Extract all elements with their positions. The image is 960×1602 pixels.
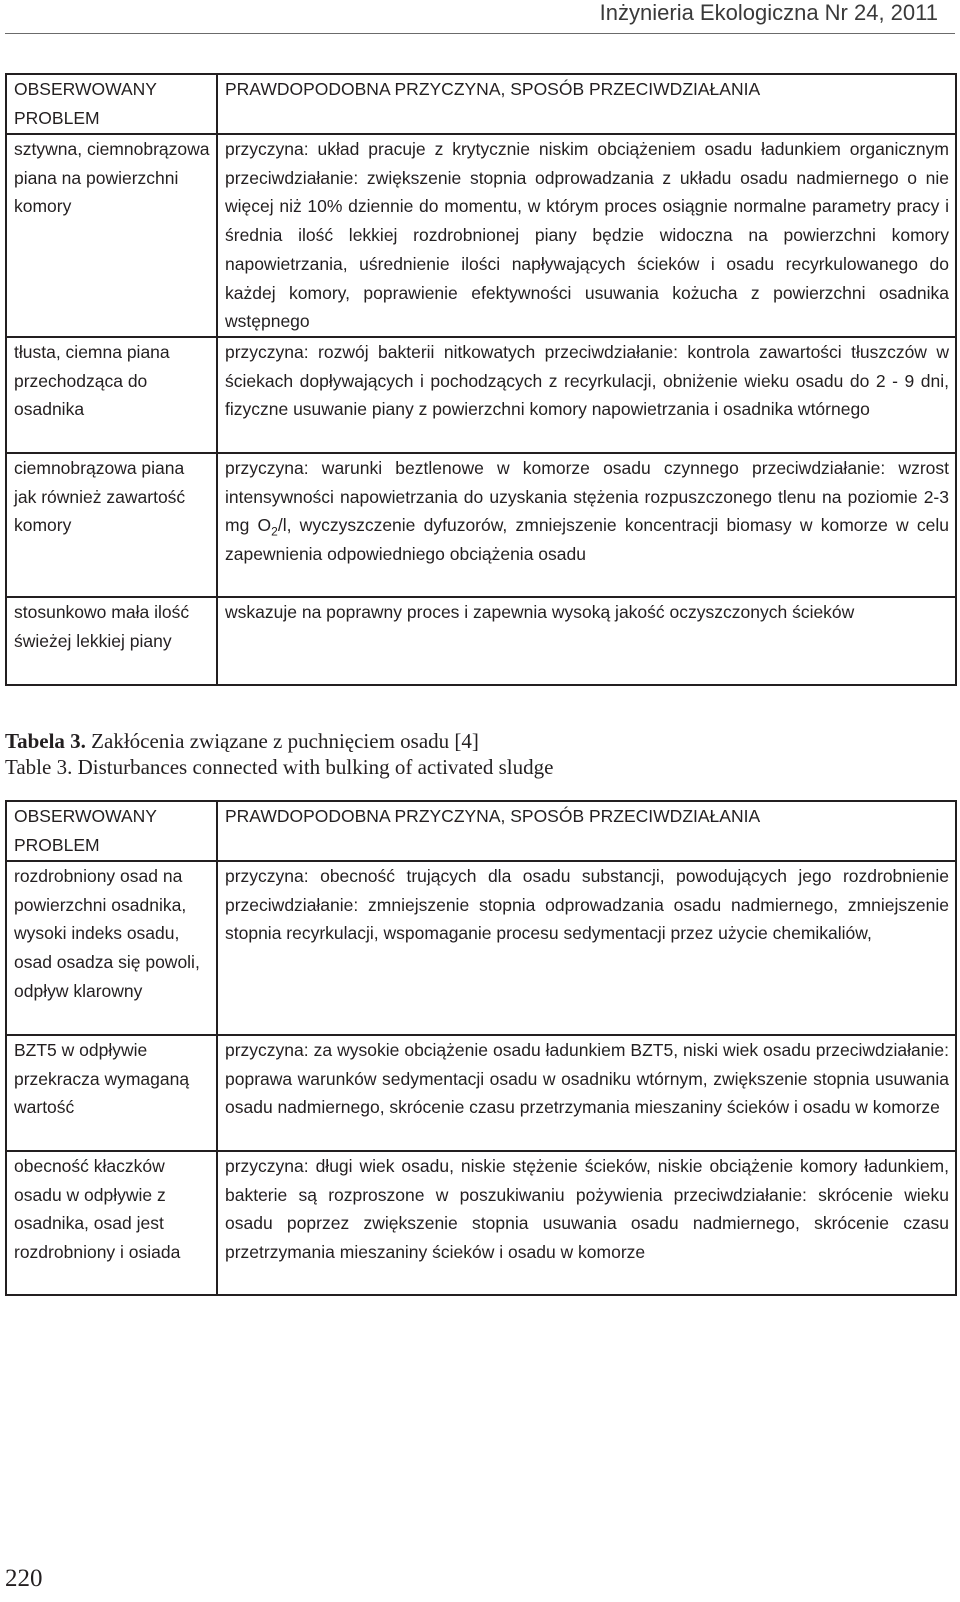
table-row [6,337,956,453]
cause-cell: wskazuje na poprawny proces i zapewnia wysoką jakość oczyszczonych ścieków [217,597,956,685]
table-row [6,134,956,337]
header-rule [5,33,955,34]
column-header-cause: PRAWDOPODOBNA PRZYCZYNA, SPOSÓB PRZECIWDZIAŁANIA [217,801,956,861]
cause-cell: przyczyna: układ pracuje z krytycznie niskim obciążeniem osadu ładunkiem organicznym przeciwdziałanie: zwiększenie stopnia odprowadzania z układu osadu nadmiernego o nie więcej niż 10% dziennie do momentu, w którym proces osiągnie normalne parametry pracy i średnia ilość lekkiej rozdrobnionej piany będzie widoczna na powierzchni komory napowietrzania, uśrednienie ilości napływających ścieków i osadu recyrkulowanego do każdej komory, poprawienie efektywności usuwania kożucha z powierzchni osadnika wstępnego [217,134,956,337]
column-header-problem: OBSERWOWANY PROBLEM [6,74,217,134]
column-header-cause: PRAWDOPODOBNA PRZYCZYNA, SPOSÓB PRZECIWDZIAŁANIA [217,74,956,134]
problem-cell: stosunkowo mała ilość świeżej lekkiej piany [6,597,217,685]
oxygen-subscript: 2 [271,524,278,539]
problem-cell: tłusta, ciemna piana przechodząca do osadnika [6,337,217,453]
table-caption-polish [5,728,479,754]
table-row [6,1035,956,1151]
table-row [6,1151,956,1295]
column-header-problem: OBSERWOWANY PROBLEM [6,801,217,861]
caption-text: Zakłócenia związane z puchnięciem osadu [4] [85,729,479,753]
table-row [6,453,956,597]
cause-cell: przyczyna: za wysokie obciążenie osadu ładunkiem BZT5, niski wiek osadu przeciwdziałanie: poprawa warunków sedymentacji osadu w osadniku wtórnym, zwiększenie stopnia usuwania osadu nadmiernego, skrócenie czasu przetrzymania mieszaniny ścieków i osadu w komorze [217,1035,956,1151]
table-bulking [5,800,957,1296]
problem-cell: rozdrobniony osad na powierzchni osadnika, wysoki indeks osadu, osad osadza się powoli, odpływ klarowny [6,861,217,1035]
cause-cell [217,453,956,597]
journal-header: Inżynieria Ekologiczna Nr 24, 2011 [599,0,938,25]
table-foaming [5,73,957,686]
table-row [6,861,956,1035]
table-caption-english: Table 3. Disturbances connected with bulking of activated sludge [5,755,554,779]
page-number: 220 [5,1565,43,1592]
cause-cell: przyczyna: obecność trujących dla osadu substancji, powodujących jego rozdrobnienie przeciwdziałanie: zmniejszenie stopnia odprowadzania osadu nadmiernego, zmniejszenie stopnia recyrkulacji, wspomaganie procesu sedymentacji przez użycie chemikaliów, [217,861,956,1035]
problem-cell: ciemnobrązowa piana jak również zawartość komory [6,453,217,597]
caption-label: Tabela 3. [5,729,86,753]
cause-text: przyczyna: warunki beztlenowe w komorze osadu czynnego przeciwdziałanie: wzrost intensywności napowietrzania do uzyskania stężenia rozpuszczonego tlenu na poziomie 2-3 mg O [225,457,949,536]
table-header-row [6,801,956,861]
table-header-row [6,74,956,134]
cause-cell: przyczyna: długi wiek osadu, niskie stężenie ścieków, niskie obciążenie komory ładunkiem, bakterie są rozproszone w poszukiwaniu pożywienia przeciwdziałanie: skrócenie wieku osadu poprzez zwiększenie stopnia usuwania osadu nadmiernego, skrócenie czasu przetrzymania mieszaniny ścieków i osadu w komorze [217,1151,956,1295]
cause-cell: przyczyna: rozwój bakterii nitkowatych przeciwdziałanie: kontrola zawartości tłuszczów w ściekach dopływających i pochodzących z recyrkulacji, obniżenie wieku osadu do 2 - 9 dni, fizyczne usuwanie piany z powierzchni komory napowietrzania i osadnika wtórnego [217,337,956,453]
problem-cell: BZT5 w odpływie przekracza wymaganą wartość [6,1035,217,1151]
table-row [6,597,956,685]
problem-cell: sztywna, ciemnobrązowa piana na powierzchni komory [6,134,217,337]
cause-text: /l, wyczyszczenie dyfuzorów, zmniejszenie koncentracji biomasy w komorze w celu zapewnienia odpowiedniego obciążenia osadu [225,515,949,565]
problem-cell: obecność kłaczków osadu w odpływie z osadnika, osad jest rozdrobniony i osiada [6,1151,217,1295]
